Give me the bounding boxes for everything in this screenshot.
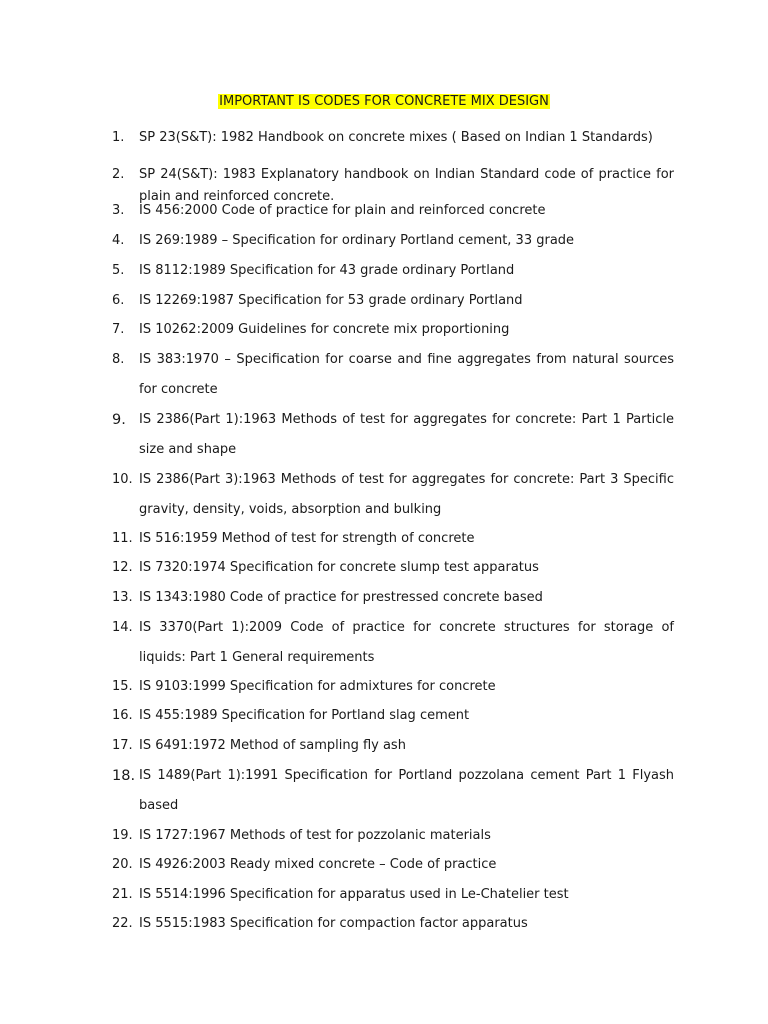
item-number: 11. xyxy=(112,531,133,546)
item-text: IS 10262:2009 Guidelines for concrete mix proportioning xyxy=(139,322,510,337)
item-number: 1. xyxy=(112,130,125,145)
item-number: 7. xyxy=(112,322,125,337)
item-number: 4. xyxy=(112,233,125,248)
item-number: 14. xyxy=(112,620,133,635)
item-text: IS 6491:1972 Method of sampling fly ash xyxy=(139,738,406,753)
item-text: IS 383:1970 – Specification for coarse and fine aggregates from natural sources for concrete xyxy=(139,352,674,397)
item-text: IS 5515:1983 Specification for compaction factor apparatus xyxy=(139,916,528,931)
item-number: 22. xyxy=(112,916,133,931)
item-text: IS 1727:1967 Methods of test for pozzolanic materials xyxy=(139,828,491,843)
item-number: 20. xyxy=(112,857,133,872)
item-text: IS 9103:1999 Specification for admixtures for concrete xyxy=(139,679,496,694)
item-number: 9. xyxy=(112,412,126,428)
item-number: 15. xyxy=(112,679,133,694)
item-text: IS 4926:2003 Ready mixed concrete – Code of practice xyxy=(139,857,497,872)
item-text: SP 23(S&T): 1982 Handbook on concrete mixes ( Based on Indian 1 Standards) xyxy=(139,130,653,145)
item-number: 12. xyxy=(112,560,133,575)
item-text: IS 1343:1980 Code of practice for prestressed concrete based xyxy=(139,590,543,605)
item-number: 2. xyxy=(112,167,125,182)
item-text: IS 3370(Part 1):2009 Code of practice for concrete structures for storage of liquids: Part 1 General requirements xyxy=(139,620,674,665)
item-number: 13. xyxy=(112,590,133,605)
item-number: 18. xyxy=(112,768,136,784)
item-text: IS 12269:1987 Specification for 53 grade ordinary Portland xyxy=(139,293,523,308)
item-text: IS 456:2000 Code of practice for plain and reinforced concrete xyxy=(139,203,546,218)
item-text: IS 8112:1989 Specification for 43 grade ordinary Portland xyxy=(139,263,515,278)
item-number: 8. xyxy=(112,352,125,367)
item-text: IS 1489(Part 1):1991 Specification for Portland pozzolana cement Part 1 Flyash based xyxy=(139,768,674,813)
item-number: 10. xyxy=(112,472,133,487)
item-number: 19. xyxy=(112,828,133,843)
item-text: SP 24(S&T): 1983 Explanatory handbook on Indian Standard code of practice for plain and reinforced concrete. xyxy=(139,167,674,204)
item-text: IS 2386(Part 1):1963 Methods of test for aggregates for concrete: Part 1 Particle size and shape xyxy=(139,412,674,457)
item-text: IS 2386(Part 3):1963 Methods of test for aggregates for concrete: Part 3 Specific gravity, density, voids, absorption and bulking xyxy=(139,472,674,517)
item-text: IS 516:1959 Method of test for strength of concrete xyxy=(139,531,475,546)
item-number: 5. xyxy=(112,263,125,278)
item-text: IS 455:1989 Specification for Portland slag cement xyxy=(139,708,470,723)
item-number: 3. xyxy=(112,203,125,218)
item-text: IS 269:1989 – Specification for ordinary Portland cement, 33 grade xyxy=(139,233,575,248)
item-number: 21. xyxy=(112,887,133,902)
item-text: IS 5514:1996 Specification for apparatus used in Le-Chatelier test xyxy=(139,887,569,902)
item-number: 16. xyxy=(112,708,133,723)
item-number: 6. xyxy=(112,293,125,308)
title-text: IMPORTANT IS CODES FOR CONCRETE MIX DESIGN xyxy=(219,94,549,109)
item-text: IS 7320:1974 Specification for concrete slump test apparatus xyxy=(139,560,539,575)
item-number: 17. xyxy=(112,738,133,753)
